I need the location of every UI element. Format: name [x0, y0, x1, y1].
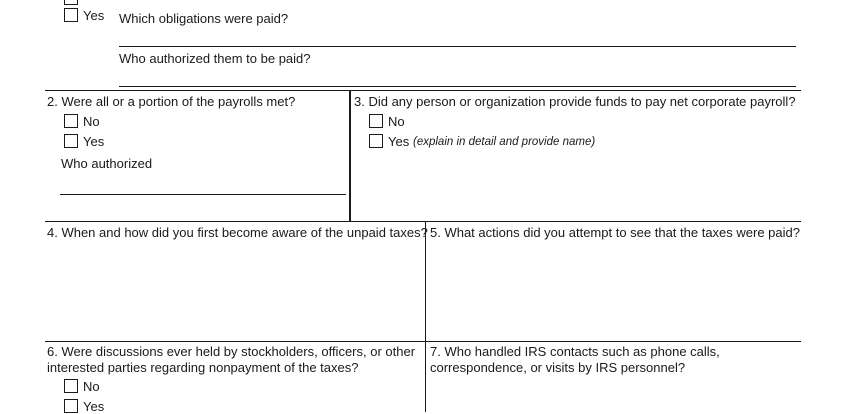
q3-no-label: No	[388, 114, 405, 129]
q2-who-authorized-line[interactable]	[60, 194, 346, 195]
q7-question: 7. Who handled IRS contacts such as phone calls, correspondence, or visits by IRS personnel?	[430, 344, 720, 375]
q2-no-label: No	[83, 114, 100, 129]
q2-q3-divider	[349, 90, 351, 221]
section-divider-q6-q7	[45, 341, 801, 342]
q1-yes-label: Yes	[83, 8, 105, 23]
q6-yes-checkbox[interactable]	[64, 399, 78, 413]
q6-yes-label: Yes	[83, 399, 105, 414]
q6-no-checkbox[interactable]	[64, 379, 78, 393]
q2-yes-checkbox[interactable]	[64, 134, 78, 148]
q1-which-obligations-label: Which obligations were paid?	[119, 11, 289, 26]
q4-question: 4. When and how did you first become aware of the unpaid taxes?	[47, 225, 428, 240]
q1-who-authorized-line[interactable]	[119, 86, 796, 87]
section-divider-q2-q3	[45, 90, 801, 91]
q4-answer-area[interactable]	[47, 243, 421, 338]
q5-question: 5. What actions did you attempt to see that the taxes were paid?	[430, 225, 800, 240]
q3-question: 3. Did any person or organization provide funds to pay net corporate payroll?	[354, 94, 796, 109]
q3-yes-checkbox[interactable]	[369, 134, 383, 148]
q3-yes-note: (explain in detail and provide name)	[413, 136, 596, 148]
section-divider-q4-q5	[45, 221, 801, 222]
q3-yes-label: Yes	[388, 134, 410, 149]
q4-q5-divider	[425, 221, 426, 412]
q1-which-obligations-line[interactable]	[119, 46, 796, 47]
q1-previous-checkbox[interactable]	[64, 0, 78, 5]
q2-yes-label: Yes	[83, 134, 105, 149]
q3-no-checkbox[interactable]	[369, 114, 383, 128]
q2-who-authorized-label: Who authorized	[61, 156, 153, 171]
q6-question: 6. Were discussions ever held by stockholders, officers, or other interested parties regarding nonpayment of the taxes?	[47, 344, 416, 375]
q1-who-authorized-label: Who authorized them to be paid?	[119, 51, 311, 66]
q6-no-label: No	[83, 379, 100, 394]
q2-question: 2. Were all or a portion of the payrolls met?	[47, 94, 296, 109]
q2-no-checkbox[interactable]	[64, 114, 78, 128]
q5-answer-area[interactable]	[430, 243, 798, 338]
q1-yes-checkbox[interactable]	[64, 8, 78, 22]
